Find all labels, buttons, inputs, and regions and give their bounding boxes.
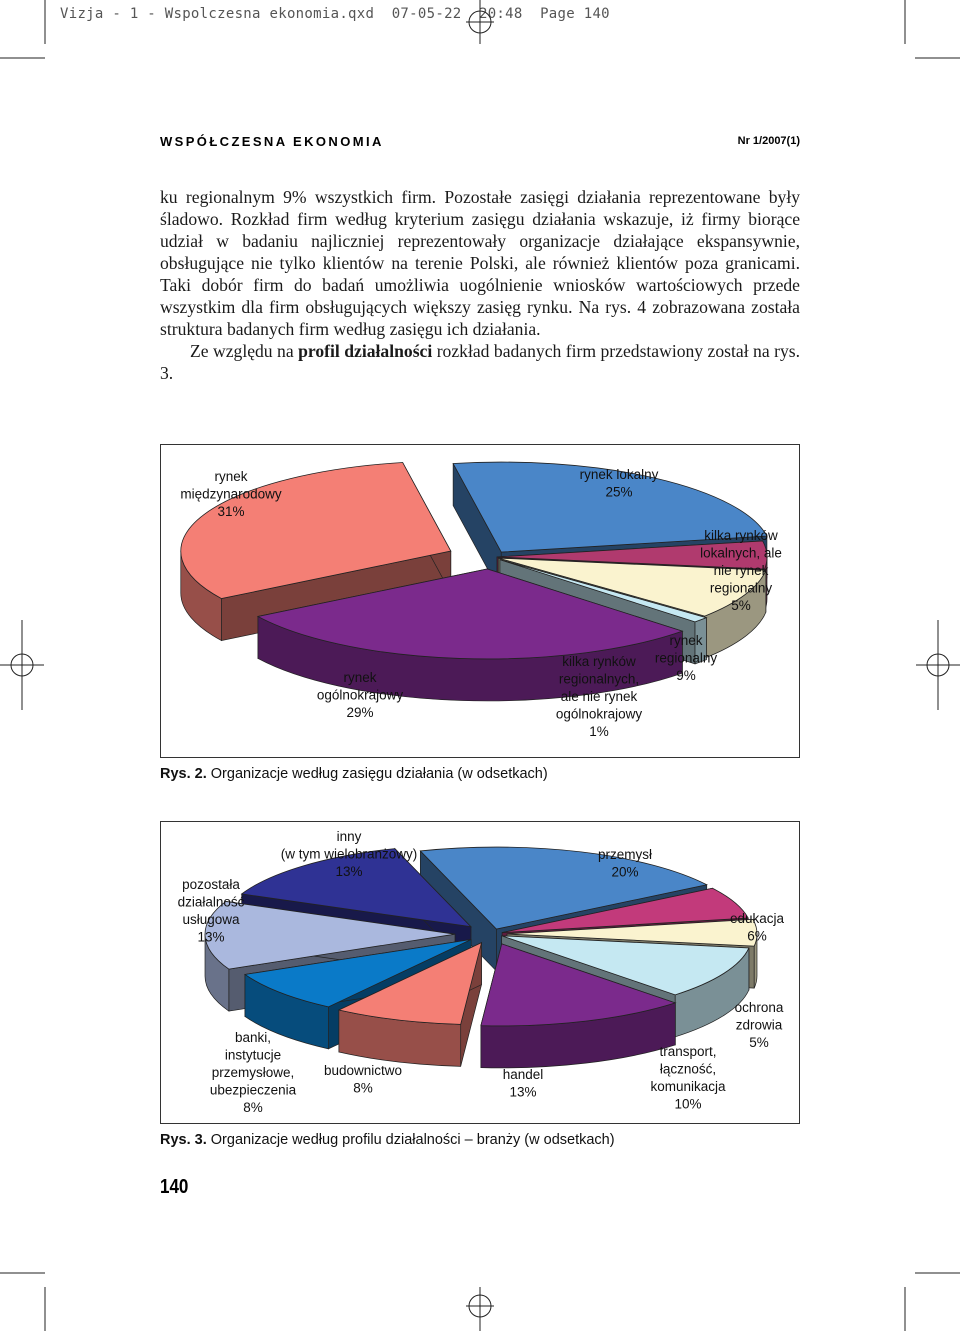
- pie-slice-label: pozostała działalność usługowa 13%: [177, 877, 245, 945]
- registration-mark-left: [0, 620, 44, 710]
- pie-slice-label: banki, instytucje przemysłowe, ubezpieczenia 8%: [209, 1030, 297, 1115]
- pie-slice-label: rynek lokalny 25%: [579, 467, 659, 500]
- pie-slice-label: rynek regionalny 9%: [654, 633, 718, 683]
- pie-slice-label: kilka rynków lokalnych, ale nie rynek regionalny 5%: [700, 528, 782, 613]
- pie-slice-label: inny (w tym wielobranżowy) 13%: [280, 829, 418, 879]
- registration-mark-top: [466, 0, 494, 44]
- pie-slice-label: ochrona zdrowia 5%: [734, 1000, 784, 1050]
- figure-2-chart: [160, 444, 800, 758]
- pie-chart-business-profile: [161, 822, 801, 1125]
- body-text: [160, 186, 800, 384]
- pie-slice-label: kilka rynków regionalnych, ale nie rynek ogólnokrajowy 1%: [555, 654, 643, 739]
- figure-2-caption: Rys. 2. Organizacje według zasięgu działania (w odsetkach): [160, 766, 548, 782]
- pie-slice-label: rynek ogólnokrajowy 29%: [316, 670, 404, 720]
- journal-title: WSPÓŁCZESNA EKONOMIA: [160, 134, 384, 149]
- running-header: [160, 134, 800, 154]
- pie-chart-market-range: [161, 445, 801, 759]
- registration-mark-right: [916, 620, 960, 710]
- paragraph: Ze względu na profil działalności rozkład badanych firm przedstawiony został na rys. 3.: [160, 341, 800, 383]
- figure-3-caption: Rys. 3. Organizacje według profilu działalności – branży (w odsetkach): [160, 1132, 615, 1148]
- print-slug: Vizja - 1 - Wspolczesna ekonomia.qxd 07-05-22 20:48 Page 140: [60, 6, 610, 22]
- figure-3-chart: [160, 821, 800, 1124]
- registration-mark-bottom: [466, 1287, 494, 1331]
- pie-slice-label: rynek międzynarodowy 31%: [180, 469, 282, 519]
- pie-slice-label: handel 13%: [502, 1067, 544, 1100]
- pie-slice-label: transport, łączność, komunikacja 10%: [650, 1044, 726, 1112]
- page-number: 140: [160, 1176, 189, 1198]
- pie-slice-label: przemysł 20%: [597, 847, 653, 880]
- paragraph: ku regionalnym 9% wszystkich firm. Pozostałe zasięgi działania reprezentowane były śladowo. Rozkład firm według kryterium zasięgu działania wskazuje, iż firmy biorące udział w badaniu najliczniej reprezentowały organizacje działające ekspansywnie, obsługujące nie tylko klientów na terenie Polski, ale również klientów poza granicami. Taki dobór firm do badań umożliwia uogólnienie wniosków wartościowych przede wszystkim dla firm obsługujących większy zasięg rynku. Na rys. 4 zobrazowana została struktura badanych firm według zasięgu ich działania.: [160, 187, 800, 339]
- issue-number: Nr 1/2007(1): [737, 135, 800, 147]
- pie-slice-label: edukacja 6%: [729, 911, 785, 944]
- emphasis: profil działalności: [298, 341, 433, 361]
- pie-slice-label: budownictwo 8%: [323, 1063, 403, 1096]
